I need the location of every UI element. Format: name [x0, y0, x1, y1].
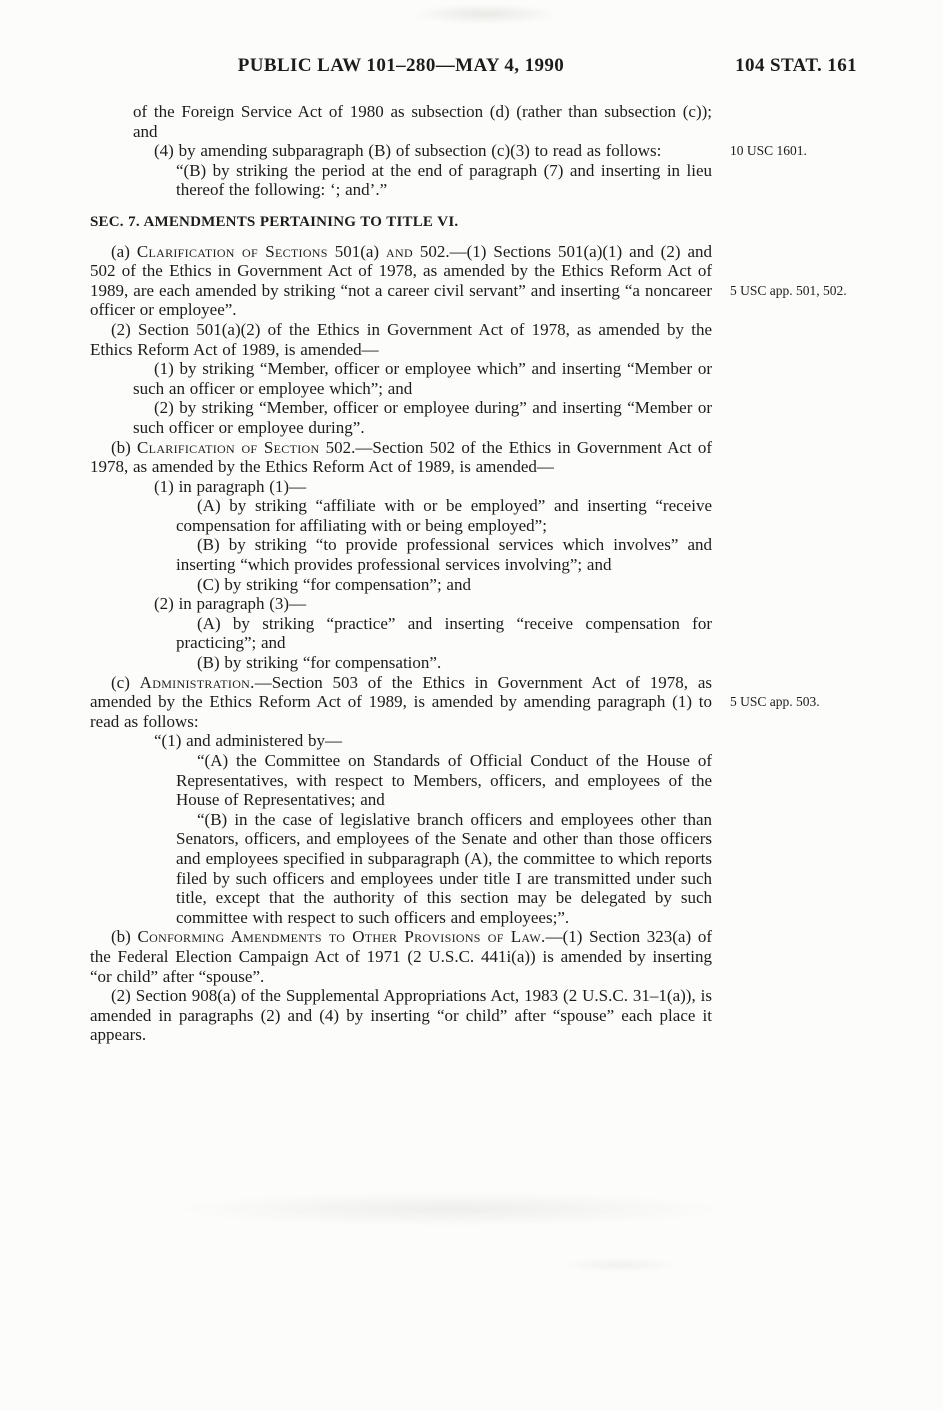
margin-note: 10 USC 1601.	[730, 143, 807, 159]
body-text: (a)	[111, 241, 137, 261]
paragraph-row	[90, 359, 943, 398]
body-text: —(1) Section 323(a) of the Federal Election Campaign Act of 1971 (2 U.S.C. 441i(a)) is amended by inserting “or child” after “spouse”.	[90, 927, 712, 986]
paragraph-text	[133, 594, 712, 614]
scan-artifact	[170, 1192, 730, 1226]
paragraph-row	[90, 242, 943, 320]
smallcaps-text: and	[386, 241, 413, 261]
paragraph-text	[133, 359, 712, 398]
body-text: (B) by striking “to provide professional services which involves” and inserting “which provides professional services involving”; and	[176, 535, 712, 575]
paragraph-row	[90, 594, 943, 614]
body-text: “(B) in the case of legislative branch officers and employees other than Senators, officers, and employees of the Senate and other than those officers and employees specified in subparagraph (A), the committee to which reports filed by such officers and employees under title I are transmitted under such title, except that the authority of this section may be delegated by such committee with respect to such officers and employees;”.	[176, 809, 712, 927]
smallcaps-text: Clarification of Section	[137, 437, 320, 457]
paragraph-text	[176, 751, 712, 810]
smallcaps-text: Clarification of Sections	[136, 241, 328, 261]
body-text: “(1) and administered by—	[154, 731, 342, 751]
paragraph-text	[133, 141, 712, 161]
body-text: (B) by striking “for compensation”.	[197, 653, 442, 673]
paragraph-row	[90, 496, 943, 535]
paragraph-row	[90, 653, 943, 673]
body-text: (b)	[111, 927, 138, 947]
running-head-law-title: PUBLIC LAW 101–280—MAY 4, 1990	[237, 55, 565, 76]
margin-note: 5 USC app. 501, 502.	[730, 282, 847, 298]
body-text: “(A) the Committee on Standards of Official Conduct of the House of Representatives, with respect to Members, officers, and employees of the House of Representatives; and	[176, 751, 712, 810]
section-heading-row	[90, 213, 943, 233]
body-text: (c)	[111, 672, 140, 692]
paragraph-row	[90, 438, 943, 477]
paragraph-text	[176, 535, 712, 574]
paragraph-row	[90, 320, 943, 359]
paragraph-row	[90, 673, 943, 732]
body-text: (A) by striking “practice” and inserting “receive compensation for practicing”; and	[176, 613, 712, 653]
paragraph-text	[90, 927, 712, 986]
smallcaps-text: Conforming Amendments to Other Provisions of Law.	[137, 927, 546, 947]
smallcaps-text: Administration.	[139, 672, 255, 692]
paragraph-row	[90, 141, 943, 161]
paragraph-row	[90, 102, 943, 141]
body-text: (4) by amending subparagraph (B) of subsection (c)(3) to read as follows:	[154, 141, 662, 161]
body-text: 502.—Section 502 of the Ethics in Government Act of 1978, as amended by the Ethics Reform Act of 1989, is amended—	[90, 437, 712, 477]
paragraph-text	[90, 986, 712, 1045]
paragraph-text	[176, 810, 712, 928]
paragraph-row	[90, 731, 943, 751]
paragraph-row	[90, 161, 943, 200]
body-text: (1) in paragraph (1)—	[154, 476, 307, 496]
paragraph-row	[90, 810, 943, 928]
body-text: (C) by striking “for compensation”; and	[197, 574, 471, 594]
body-text: 502.—(1) Sections 501(a)(1) and (2) and 502 of the Ethics in Government Act of 1978, as amended by the Ethics Reform Act of 1989, are each amended by striking “not a career civil servant” and inserting “a noncareer officer or employee”.	[90, 241, 712, 320]
body-text: (2) by striking “Member, officer or employee during” and inserting “Member or such officer or employee during”.	[133, 398, 712, 437]
body-text: of the Foreign Service Act of 1980 as subsection (d) (rather than subsection (c)); and	[133, 102, 712, 141]
paragraph-text	[133, 731, 712, 751]
paragraph-row	[90, 751, 943, 810]
paragraph-row	[90, 575, 943, 595]
body-text: (2) Section 908(a) of the Supplemental Appropriations Act, 1983 (2 U.S.C. 31–1(a)), is amended in paragraphs (2) and (4) by inserting “or child” after “spouse” each place it appears.	[90, 986, 712, 1045]
paragraph-row	[90, 477, 943, 497]
paragraph-row	[90, 398, 943, 437]
paragraph-row	[90, 986, 943, 1045]
running-head-stat-number: 104 STAT. 161	[735, 55, 857, 76]
section-heading	[90, 213, 712, 233]
paragraph-text	[176, 653, 712, 673]
paragraph-text	[133, 477, 712, 497]
paragraph-text	[90, 320, 712, 359]
body-text: (1) by striking “Member, officer or employee which” and inserting “Member or such an officer or employee which”; and	[133, 359, 712, 398]
paragraph-text	[90, 438, 712, 477]
body-text: —Section 503 of the Ethics in Government Act of 1978, as amended by the Ethics Reform Act of 1989, is amended by amending paragraph (1) to read as follows:	[90, 672, 712, 731]
paragraph-text	[176, 161, 712, 200]
body-text: 501(a)	[327, 241, 387, 261]
scan-artifact	[560, 1258, 680, 1272]
margin-note: 5 USC app. 503.	[730, 694, 820, 710]
body-text: (b)	[111, 437, 138, 457]
paragraph-text	[90, 242, 712, 320]
paragraph-text	[90, 673, 712, 732]
body-text: (2) in paragraph (3)—	[154, 594, 307, 614]
paragraph-row	[90, 614, 943, 653]
document-body	[90, 102, 943, 1045]
body-text: SEC. 7. AMENDMENTS PERTAINING TO TITLE VI.	[90, 213, 459, 230]
body-text: (A) by striking “affiliate with or be employed” and inserting “receive compensation for affiliating with or being employed”;	[176, 496, 712, 535]
paragraph-text	[176, 575, 712, 595]
body-text: (2) Section 501(a)(2) of the Ethics in Government Act of 1978, as amended by the Ethics Reform Act of 1989, is amended—	[90, 319, 712, 359]
paragraph-text	[176, 614, 712, 653]
paragraph-row	[90, 927, 943, 986]
paragraph-text	[133, 398, 712, 437]
paragraph-row	[90, 535, 943, 574]
scan-artifact	[410, 4, 560, 24]
body-text: “(B) by striking the period at the end of paragraph (7) and inserting in lieu thereof the following: ‘; and’.”	[176, 160, 712, 200]
paragraph-text	[133, 102, 712, 141]
paragraph-text	[176, 496, 712, 535]
